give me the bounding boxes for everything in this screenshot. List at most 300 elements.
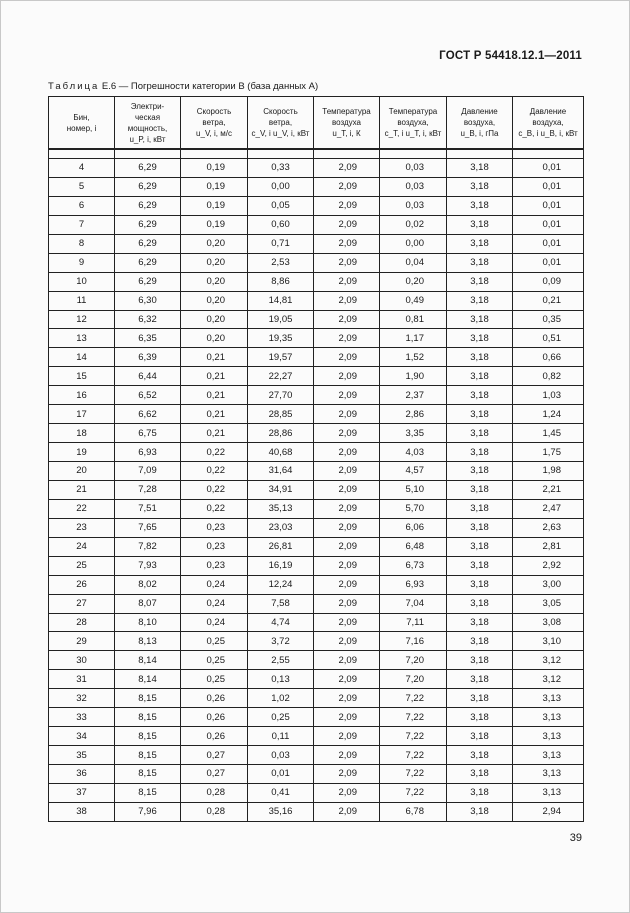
table-cell: 3,18 [447,480,513,499]
table-cell: 6,29 [115,159,181,178]
table-cell: 3,18 [447,348,513,367]
table-row [49,367,584,386]
table-cell: 0,19 [181,177,248,196]
table-cell: 8,15 [115,708,181,727]
table-cell: 0,03 [248,746,314,765]
table-cell: 0,27 [181,765,248,784]
table-cell: 37 [49,783,115,802]
table-cell: 1,45 [513,424,584,443]
table-caption-prefix: Таблица [48,81,100,92]
table-cell: 7,20 [380,651,447,670]
table-cell: 3,00 [513,575,584,594]
table-cell: 0,20 [181,329,248,348]
table-row [49,499,584,518]
table-cell: 7,28 [115,480,181,499]
table-cell: 0,20 [181,253,248,272]
table-cell: 7,22 [380,727,447,746]
table-cell: 0,01 [513,234,584,253]
table-cell: 0,22 [181,499,248,518]
column-header-line: Бин, [73,112,90,122]
table-row [49,253,584,272]
table-cell: 8,14 [115,651,181,670]
column-header-2 [181,97,248,150]
table-cell: 31,64 [248,462,314,481]
table-cell: 0,49 [380,291,447,310]
column-header-line: Температура [322,107,371,116]
table-cell: 0,21 [513,291,584,310]
table-cell: 3,13 [513,727,584,746]
table-cell: 0,60 [248,215,314,234]
table-cell: 0,35 [513,310,584,329]
table-cell: 3,18 [447,424,513,443]
table-cell: 3,18 [447,462,513,481]
table-cell: 3,10 [513,632,584,651]
table-cell: 35,16 [248,802,314,821]
column-header-line: c_B, i u_B, i, кВт [518,129,578,138]
table-cell: 4 [49,159,115,178]
column-header-line: воздуха, [532,118,564,127]
table-cell: 0,01 [248,765,314,784]
table-cell: 2,09 [314,480,380,499]
table-cell: 2,09 [314,575,380,594]
table-cell: 1,90 [380,367,447,386]
table-cell: 0,21 [181,348,248,367]
table-cell: 8,15 [115,783,181,802]
table-cell: 6,62 [115,405,181,424]
column-header-0 [49,97,115,150]
table-cell: 6,52 [115,386,181,405]
column-header-line: Электри- [130,101,165,111]
table-cell: 28 [49,613,115,632]
table-cell: 0,02 [380,215,447,234]
table-cell: 3,18 [447,405,513,424]
table-cell: 3,05 [513,594,584,613]
table-cell: 2,09 [314,462,380,481]
table-cell: 0,25 [248,708,314,727]
table-cell: 0,05 [248,196,314,215]
table-cell: 2,09 [314,386,380,405]
table-cell: 6,32 [115,310,181,329]
table-cell: 3,18 [447,708,513,727]
table-cell: 1,03 [513,386,584,405]
table-cell: 8 [49,234,115,253]
table-cell: 6,29 [115,253,181,272]
table-cell: 12,24 [248,575,314,594]
table-cell: 3,18 [447,727,513,746]
header-spacer-row [49,149,584,159]
table-cell: 2,09 [314,518,380,537]
table-cell: 2,21 [513,480,584,499]
table-cell: 6,44 [115,367,181,386]
column-header-line: Скорость [196,107,232,116]
table-cell: 23 [49,518,115,537]
table-cell: 14,81 [248,291,314,310]
table-cell: 0,22 [181,480,248,499]
column-header-line: Температура [388,107,438,116]
table-cell: 0,01 [513,177,584,196]
table-cell: 9 [49,253,115,272]
table-cell: 2,09 [314,594,380,613]
table-cell: 3,18 [447,386,513,405]
table-row [49,613,584,632]
table-cell: 2,09 [314,291,380,310]
table-cell: 8,02 [115,575,181,594]
table-cell: 8,15 [115,765,181,784]
table-cell: 31 [49,670,115,689]
table-row [49,480,584,499]
table-cell: 7,22 [380,746,447,765]
table-cell: 0,00 [380,234,447,253]
table-cell: 2,09 [314,367,380,386]
column-header-line: c_T, i u_T, i, кВт [384,129,442,138]
table-cell: 0,01 [513,196,584,215]
table-cell: 3,18 [447,196,513,215]
table-cell: 3,13 [513,708,584,727]
table-cell: 0,23 [181,518,248,537]
table-cell: 3,12 [513,651,584,670]
table-cell: 2,09 [314,159,380,178]
table-cell: 22,27 [248,367,314,386]
table-cell: 2,09 [314,727,380,746]
table-cell: 3,18 [447,291,513,310]
table-cell: 6,93 [115,443,181,462]
table-cell: 0,26 [181,708,248,727]
table-cell: 3,18 [447,670,513,689]
table-cell: 0,27 [181,746,248,765]
table-cell: 3,18 [447,556,513,575]
table-cell: 25 [49,556,115,575]
table-cell: 0,41 [248,783,314,802]
table-cell: 11 [49,291,115,310]
table-row [49,348,584,367]
table-row [49,518,584,537]
table-cell: 6,29 [115,272,181,291]
table-cell: 0,20 [181,234,248,253]
table-cell: 7,09 [115,462,181,481]
table-cell: 2,09 [314,670,380,689]
table-cell: 3,18 [447,594,513,613]
table-cell: 1,24 [513,405,584,424]
table-cell: 32 [49,689,115,708]
table-cell: 3,18 [447,177,513,196]
table-row [49,196,584,215]
table-cell: 1,75 [513,443,584,462]
table-cell: 3,18 [447,802,513,821]
table-cell: 0,03 [380,177,447,196]
table-cell: 27,70 [248,386,314,405]
column-header-line: номер, i [66,123,97,133]
table-row [49,802,584,821]
table-cell: 6,29 [115,196,181,215]
table-cell: 0,22 [181,462,248,481]
table-cell: 0,19 [181,215,248,234]
table-cell: 4,74 [248,613,314,632]
table-row [49,689,584,708]
table-cell: 2,94 [513,802,584,821]
column-header-line: u_P, i, кВт [129,134,166,144]
table-row [49,215,584,234]
table-caption [48,81,318,92]
table-cell: 1,52 [380,348,447,367]
table-cell: 0,19 [181,159,248,178]
table-cell: 17 [49,405,115,424]
table-cell: 2,09 [314,215,380,234]
table-cell: 26,81 [248,537,314,556]
table-cell: 3,18 [447,651,513,670]
table-cell: 0,25 [181,632,248,651]
table-cell: 2,09 [314,765,380,784]
table-row [49,746,584,765]
table-cell: 4,03 [380,443,447,462]
document-code: ГОСТ Р 54418.12.1—2011 [439,50,582,62]
table-cell: 0,81 [380,310,447,329]
table-cell: 3,18 [447,329,513,348]
table-cell: 8,15 [115,727,181,746]
page-number: 39 [569,832,582,844]
table-cell: 2,09 [314,746,380,765]
table-cell: 7,22 [380,708,447,727]
table-cell: 15 [49,367,115,386]
column-header-line: воздуха, [463,118,496,127]
table-cell: 29 [49,632,115,651]
table-cell: 3,18 [447,518,513,537]
table-row [49,159,584,178]
table-cell: 6,29 [115,177,181,196]
table-cell: 2,09 [314,802,380,821]
table-cell: 3,18 [447,443,513,462]
table-cell: 7,22 [380,783,447,802]
table-cell: 3,18 [447,253,513,272]
table-cell: 0,25 [181,651,248,670]
table-cell: 3,18 [447,632,513,651]
table-cell: 2,09 [314,632,380,651]
table-cell: 3,18 [447,310,513,329]
column-header-line: ческая [134,112,161,122]
table-cell: 3,18 [447,575,513,594]
table-cell: 2,09 [314,329,380,348]
column-header-7 [513,97,584,150]
table-cell: 2,09 [314,348,380,367]
table-cell: 0,71 [248,234,314,253]
column-header-line: u_V, i, м/с [196,129,232,138]
table-cell: 2,09 [314,651,380,670]
table-cell: 2,09 [314,196,380,215]
table-cell: 7,82 [115,537,181,556]
table-cell: 3,18 [447,272,513,291]
table-cell: 8,15 [115,746,181,765]
table-cell: 8,86 [248,272,314,291]
table-cell: 7,93 [115,556,181,575]
table-cell: 0,26 [181,727,248,746]
table-cell: 3,08 [513,613,584,632]
column-header-line: Давление [529,107,567,116]
column-header-line: мощность, [127,123,168,133]
table-cell: 8,15 [115,689,181,708]
table-cell: 0,13 [248,670,314,689]
table-cell: 2,47 [513,499,584,518]
table-cell: 0,01 [513,215,584,234]
column-header-6 [447,97,513,150]
table-cell: 8,14 [115,670,181,689]
table-row [49,386,584,405]
table-cell: 19,05 [248,310,314,329]
table-cell: 22 [49,499,115,518]
table-cell: 3,13 [513,765,584,784]
table-cell: 2,09 [314,234,380,253]
table-cell: 6,78 [380,802,447,821]
table-cell: 0,03 [380,159,447,178]
table-caption-text: Е.6 — Погрешности категории В (база данных А) [101,81,319,92]
table-row [49,575,584,594]
table-cell: 6,30 [115,291,181,310]
table-cell: 7 [49,215,115,234]
table-cell: 2,09 [314,613,380,632]
table-cell: 0,24 [181,594,248,613]
table-cell: 0,28 [181,783,248,802]
table-cell: 0,20 [181,272,248,291]
table-cell: 20 [49,462,115,481]
table-cell: 0,28 [181,802,248,821]
table-cell: 6 [49,196,115,215]
table-cell: 6,06 [380,518,447,537]
table-row [49,234,584,253]
table-cell: 3,12 [513,670,584,689]
table-cell: 19,35 [248,329,314,348]
table-cell: 2,09 [314,177,380,196]
table-cell: 23,03 [248,518,314,537]
table-row [49,462,584,481]
table-cell: 3,35 [380,424,447,443]
table-body [49,149,584,821]
table-row [49,556,584,575]
table-cell: 27 [49,594,115,613]
table-cell: 0,01 [513,159,584,178]
table-cell: 7,22 [380,689,447,708]
table-cell: 18 [49,424,115,443]
table-cell: 0,22 [181,443,248,462]
table-cell: 0,20 [181,310,248,329]
table-cell: 0,19 [181,196,248,215]
table-cell: 8,07 [115,594,181,613]
error-table [48,96,584,822]
column-header-line: ветра, [202,118,226,127]
table-row [49,727,584,746]
table-row [49,177,584,196]
table-cell: 8,13 [115,632,181,651]
table-cell: 34,91 [248,480,314,499]
table-row [49,310,584,329]
table-cell: 3,18 [447,746,513,765]
table-cell: 3,18 [447,613,513,632]
table-cell: 2,09 [314,424,380,443]
table-cell: 2,37 [380,386,447,405]
table-cell: 1,02 [248,689,314,708]
table-cell: 0,24 [181,575,248,594]
table-cell: 1,98 [513,462,584,481]
table-cell: 7,58 [248,594,314,613]
table-cell: 2,09 [314,253,380,272]
table-cell: 6,29 [115,215,181,234]
table-cell: 4,57 [380,462,447,481]
table-row [49,537,584,556]
table-cell: 2,09 [314,708,380,727]
table-cell: 16 [49,386,115,405]
table-cell: 0,01 [513,253,584,272]
table-cell: 2,09 [314,783,380,802]
table-row [49,594,584,613]
table-cell: 0,82 [513,367,584,386]
table-cell: 16,19 [248,556,314,575]
table-row [49,708,584,727]
table-cell: 6,29 [115,234,181,253]
table-cell: 7,04 [380,594,447,613]
table-cell: 7,16 [380,632,447,651]
column-header-line: u_T, i, К [332,129,361,138]
table-cell: 0,20 [380,272,447,291]
table-row [49,632,584,651]
table-cell: 2,53 [248,253,314,272]
table-cell: 28,86 [248,424,314,443]
table-cell: 2,09 [314,499,380,518]
table-cell: 3,18 [447,765,513,784]
table-row [49,424,584,443]
table-cell: 0,04 [380,253,447,272]
table-cell: 33 [49,708,115,727]
table-cell: 2,09 [314,443,380,462]
table-cell: 1,17 [380,329,447,348]
table-cell: 21 [49,480,115,499]
table-cell: 0,24 [181,613,248,632]
table-cell: 26 [49,575,115,594]
table-row [49,670,584,689]
table-cell: 28,85 [248,405,314,424]
table-cell: 0,00 [248,177,314,196]
table-cell: 35,13 [248,499,314,518]
table-cell: 14 [49,348,115,367]
table-cell: 6,48 [380,537,447,556]
table-cell: 0,51 [513,329,584,348]
table-cell: 5,70 [380,499,447,518]
table-cell: 2,09 [314,272,380,291]
column-header-line: ветра, [268,118,293,127]
table-cell: 5,10 [380,480,447,499]
column-header-5 [380,97,447,150]
table-cell: 0,21 [181,367,248,386]
table-cell: 13 [49,329,115,348]
table-row [49,329,584,348]
table-cell: 0,33 [248,159,314,178]
table-cell: 40,68 [248,443,314,462]
table-cell: 3,18 [447,215,513,234]
table-cell: 3,13 [513,746,584,765]
table-cell: 0,03 [380,196,447,215]
column-header-4 [314,97,380,150]
table-cell: 7,22 [380,765,447,784]
table-cell: 3,18 [447,783,513,802]
table-row [49,765,584,784]
column-header-line: воздуха [331,118,362,127]
column-header-line: c_V, i u_V, i, кВт [251,129,310,138]
table-cell: 7,96 [115,802,181,821]
column-header-1 [115,97,181,150]
table-cell: 2,63 [513,518,584,537]
table-cell: 2,09 [314,405,380,424]
table-cell: 0,25 [181,670,248,689]
table-cell: 2,55 [248,651,314,670]
table-cell: 19,57 [248,348,314,367]
table-cell: 0,23 [181,537,248,556]
table-cell: 2,92 [513,556,584,575]
